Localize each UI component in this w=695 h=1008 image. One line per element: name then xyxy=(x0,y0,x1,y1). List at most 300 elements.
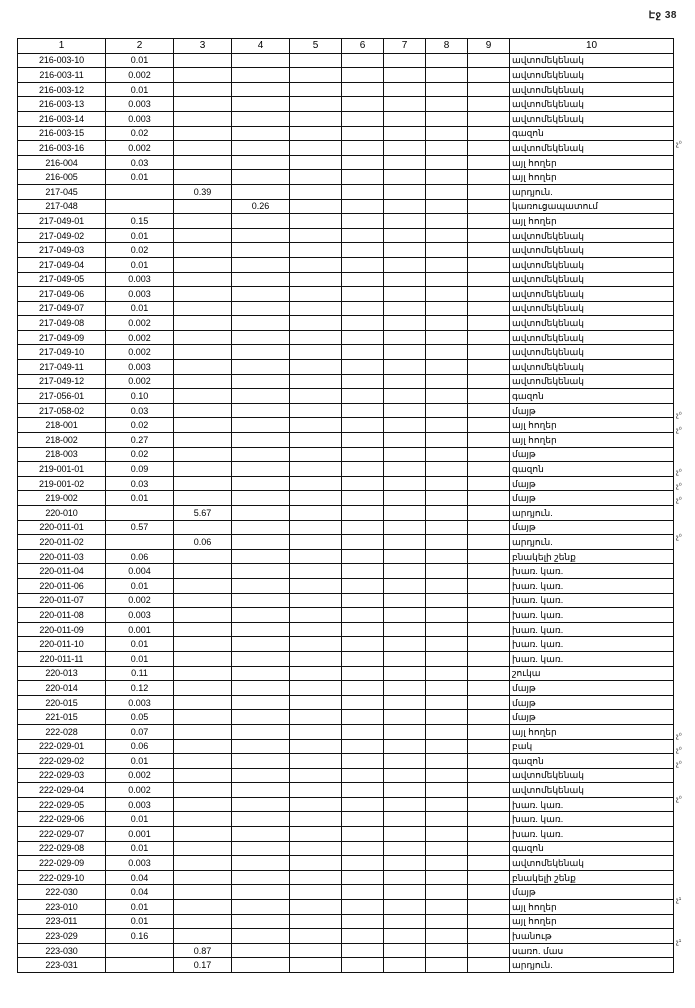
table-row xyxy=(18,287,674,302)
cell-col5 xyxy=(290,622,342,637)
cell-col7 xyxy=(384,870,426,885)
cell-col4 xyxy=(232,535,290,550)
cell-col3: 0.06 xyxy=(174,535,232,550)
cell-col3 xyxy=(174,418,232,433)
cell-col5 xyxy=(290,783,342,798)
cell-col3 xyxy=(174,374,232,389)
cell-note: խառ. կառ. xyxy=(510,651,674,666)
cell-col6 xyxy=(342,739,384,754)
cell-col8 xyxy=(426,739,468,754)
cell-col8 xyxy=(426,608,468,623)
cell-col5 xyxy=(290,900,342,915)
cell-col7 xyxy=(384,608,426,623)
cell-col9 xyxy=(468,476,510,491)
cell-code: 221-015 xyxy=(18,710,106,725)
cell-col8 xyxy=(426,637,468,652)
cell-code: 217-049-07 xyxy=(18,301,106,316)
cell-col5 xyxy=(290,724,342,739)
table-row xyxy=(18,418,674,433)
cell-col5 xyxy=(290,389,342,404)
cell-col8 xyxy=(426,53,468,68)
cell-col5 xyxy=(290,170,342,185)
table-row xyxy=(18,170,674,185)
cell-col9 xyxy=(468,666,510,681)
table-row xyxy=(18,53,674,68)
table-header-row xyxy=(18,39,674,54)
cell-col3: 5.67 xyxy=(174,506,232,521)
cell-col8 xyxy=(426,564,468,579)
cell-col3: 0.17 xyxy=(174,958,232,973)
cell-col4 xyxy=(232,739,290,754)
cell-col9 xyxy=(468,622,510,637)
cell-col4 xyxy=(232,374,290,389)
cell-col9 xyxy=(468,243,510,258)
cell-col6 xyxy=(342,564,384,579)
cell-col6 xyxy=(342,243,384,258)
cell-col7 xyxy=(384,170,426,185)
cell-col3 xyxy=(174,345,232,360)
cell-col2: 0.003 xyxy=(106,797,174,812)
cell-col9 xyxy=(468,929,510,944)
cell-col9 xyxy=(468,943,510,958)
cell-col6 xyxy=(342,170,384,185)
cell-col6 xyxy=(342,622,384,637)
cell-col4 xyxy=(232,827,290,842)
cell-note: արդյուն. xyxy=(510,535,674,550)
cell-code: 217-058-02 xyxy=(18,403,106,418)
cell-col4 xyxy=(232,82,290,97)
cell-col8 xyxy=(426,433,468,448)
cell-note: գազոն xyxy=(510,389,674,404)
cell-note: խառ. կառ. xyxy=(510,578,674,593)
cell-col5 xyxy=(290,506,342,521)
cell-code: 222-029-01 xyxy=(18,739,106,754)
cell-code: 217-049-04 xyxy=(18,257,106,272)
cell-code: 222-030 xyxy=(18,885,106,900)
cell-col7 xyxy=(384,68,426,83)
cell-col2: 0.09 xyxy=(106,462,174,477)
table-row xyxy=(18,301,674,316)
cell-col3 xyxy=(174,126,232,141)
cell-note: ավտոմեկենակ xyxy=(510,228,674,243)
cell-col5 xyxy=(290,184,342,199)
cell-col3 xyxy=(174,695,232,710)
cell-col6 xyxy=(342,520,384,535)
cell-col3 xyxy=(174,433,232,448)
cell-note: ավտոմեկենակ xyxy=(510,856,674,871)
cell-code: 217-048 xyxy=(18,199,106,214)
cell-col9 xyxy=(468,184,510,199)
cell-col5 xyxy=(290,476,342,491)
cell-col8 xyxy=(426,111,468,126)
table-row xyxy=(18,724,674,739)
cell-code: 220-011-02 xyxy=(18,535,106,550)
cell-col7 xyxy=(384,418,426,433)
cell-col7 xyxy=(384,491,426,506)
cell-col4 xyxy=(232,666,290,681)
cell-col9 xyxy=(468,287,510,302)
cell-col6 xyxy=(342,812,384,827)
cell-col8 xyxy=(426,578,468,593)
cell-col2: 0.01 xyxy=(106,257,174,272)
cell-col2: 0.07 xyxy=(106,724,174,739)
cell-col4 xyxy=(232,228,290,243)
cell-col9 xyxy=(468,637,510,652)
cell-col2: 0.01 xyxy=(106,914,174,929)
table-row xyxy=(18,622,674,637)
cell-code: 222-029-05 xyxy=(18,797,106,812)
cell-col3 xyxy=(174,111,232,126)
cell-note: ավտոմեկենակ xyxy=(510,97,674,112)
cell-col2: 0.01 xyxy=(106,900,174,915)
cell-col8 xyxy=(426,622,468,637)
cell-col2: 0.57 xyxy=(106,520,174,535)
cell-note: խառ. կառ. xyxy=(510,593,674,608)
cell-code: 216-003-13 xyxy=(18,97,106,112)
table-row xyxy=(18,929,674,944)
cell-col7 xyxy=(384,257,426,272)
cell-col4 xyxy=(232,900,290,915)
cell-col3 xyxy=(174,754,232,769)
cell-col8 xyxy=(426,491,468,506)
cell-col2: 0.001 xyxy=(106,622,174,637)
cell-col3: 0.87 xyxy=(174,943,232,958)
cell-code: 223-031 xyxy=(18,958,106,973)
cell-col2: 0.002 xyxy=(106,316,174,331)
cell-col9 xyxy=(468,549,510,564)
cell-code: 220-011-04 xyxy=(18,564,106,579)
cell-col2: 0.02 xyxy=(106,126,174,141)
margin-annotation: չ⁰ xyxy=(676,733,682,740)
cell-col9 xyxy=(468,710,510,725)
cell-code: 220-014 xyxy=(18,681,106,696)
cell-col3 xyxy=(174,389,232,404)
cell-code: 219-001-02 xyxy=(18,476,106,491)
cell-col3 xyxy=(174,199,232,214)
cell-col3 xyxy=(174,783,232,798)
cell-col8 xyxy=(426,812,468,827)
cell-col6 xyxy=(342,593,384,608)
cell-code: 216-003-15 xyxy=(18,126,106,141)
table-row xyxy=(18,681,674,696)
cell-code: 220-011-09 xyxy=(18,622,106,637)
cell-code: 217-056-01 xyxy=(18,389,106,404)
cell-col4 xyxy=(232,578,290,593)
cell-note: մայթ xyxy=(510,681,674,696)
cell-code: 218-001 xyxy=(18,418,106,433)
cell-col6 xyxy=(342,710,384,725)
cell-col5 xyxy=(290,433,342,448)
cell-col4 xyxy=(232,301,290,316)
cell-col3 xyxy=(174,316,232,331)
cell-col9 xyxy=(468,316,510,331)
table-row xyxy=(18,900,674,915)
cell-col8 xyxy=(426,418,468,433)
cell-col8 xyxy=(426,754,468,769)
table-row xyxy=(18,593,674,608)
table-row xyxy=(18,345,674,360)
cell-code: 217-049-05 xyxy=(18,272,106,287)
cell-col4 xyxy=(232,257,290,272)
cell-col4 xyxy=(232,345,290,360)
cell-col9 xyxy=(468,403,510,418)
cell-code: 222-029-06 xyxy=(18,812,106,827)
table-row xyxy=(18,374,674,389)
cell-col7 xyxy=(384,462,426,477)
cell-col2: 0.01 xyxy=(106,491,174,506)
cell-col3 xyxy=(174,447,232,462)
cell-note: բնակելի շենք xyxy=(510,870,674,885)
cell-col5 xyxy=(290,374,342,389)
column-header-10: 10 xyxy=(510,39,674,54)
cell-col9 xyxy=(468,214,510,229)
cell-col5 xyxy=(290,681,342,696)
cell-col8 xyxy=(426,330,468,345)
cell-col3 xyxy=(174,724,232,739)
cell-col9 xyxy=(468,360,510,375)
cell-col8 xyxy=(426,651,468,666)
cell-col9 xyxy=(468,141,510,156)
cell-col7 xyxy=(384,535,426,550)
table-row xyxy=(18,841,674,856)
cell-col7 xyxy=(384,900,426,915)
table-row xyxy=(18,943,674,958)
cell-col2: 0.01 xyxy=(106,651,174,666)
cell-col6 xyxy=(342,199,384,214)
cell-col4 xyxy=(232,316,290,331)
cell-col5 xyxy=(290,797,342,812)
cell-note: բակ xyxy=(510,739,674,754)
cell-col5 xyxy=(290,608,342,623)
cell-code: 217-045 xyxy=(18,184,106,199)
cell-col8 xyxy=(426,374,468,389)
table-row xyxy=(18,476,674,491)
cell-note: ավտոմեկենակ xyxy=(510,374,674,389)
table-row xyxy=(18,520,674,535)
cell-col8 xyxy=(426,841,468,856)
cell-col7 xyxy=(384,126,426,141)
cell-col2: 0.05 xyxy=(106,710,174,725)
cell-col4 xyxy=(232,418,290,433)
cell-code: 217-049-01 xyxy=(18,214,106,229)
cell-col5 xyxy=(290,520,342,535)
cell-col8 xyxy=(426,345,468,360)
table-row xyxy=(18,535,674,550)
cell-col4 xyxy=(232,462,290,477)
column-header-5: 5 xyxy=(290,39,342,54)
cell-col9 xyxy=(468,900,510,915)
cell-col7 xyxy=(384,578,426,593)
cell-col7 xyxy=(384,374,426,389)
cell-col4 xyxy=(232,870,290,885)
cell-col6 xyxy=(342,651,384,666)
cell-code: 223-030 xyxy=(18,943,106,958)
cell-col6 xyxy=(342,345,384,360)
cell-code: 220-011-11 xyxy=(18,651,106,666)
cell-col3 xyxy=(174,637,232,652)
cell-col7 xyxy=(384,637,426,652)
cell-code: 222-028 xyxy=(18,724,106,739)
cell-col8 xyxy=(426,170,468,185)
cell-code: 220-011-08 xyxy=(18,608,106,623)
cell-code: 220-011-03 xyxy=(18,549,106,564)
cell-col7 xyxy=(384,783,426,798)
cell-col6 xyxy=(342,374,384,389)
table-row xyxy=(18,433,674,448)
cell-col5 xyxy=(290,462,342,477)
cell-col5 xyxy=(290,593,342,608)
cell-col7 xyxy=(384,214,426,229)
cell-col8 xyxy=(426,710,468,725)
table-row xyxy=(18,214,674,229)
cell-col4 xyxy=(232,403,290,418)
cell-note: շուկա xyxy=(510,666,674,681)
cell-note: մայթ xyxy=(510,403,674,418)
cell-col7 xyxy=(384,141,426,156)
cell-col3 xyxy=(174,900,232,915)
cell-col8 xyxy=(426,462,468,477)
cell-code: 222-029-02 xyxy=(18,754,106,769)
cell-col7 xyxy=(384,82,426,97)
cell-col4 xyxy=(232,651,290,666)
table-row xyxy=(18,330,674,345)
cell-col5 xyxy=(290,287,342,302)
cell-note: այլ հողեր xyxy=(510,418,674,433)
cell-col6 xyxy=(342,768,384,783)
cell-code: 216-003-16 xyxy=(18,141,106,156)
table-row xyxy=(18,549,674,564)
cell-col6 xyxy=(342,681,384,696)
cell-col7 xyxy=(384,943,426,958)
cell-col6 xyxy=(342,797,384,812)
margin-annotation: չ⁰ xyxy=(676,427,682,434)
cell-col5 xyxy=(290,126,342,141)
cell-note: արդյուն. xyxy=(510,506,674,521)
margin-annotation: չ⁰ xyxy=(676,141,682,148)
table-row xyxy=(18,316,674,331)
cell-col5 xyxy=(290,155,342,170)
cell-col2: 0.03 xyxy=(106,403,174,418)
cell-code: 218-002 xyxy=(18,433,106,448)
cell-col7 xyxy=(384,856,426,871)
cell-code: 222-029-10 xyxy=(18,870,106,885)
margin-annotation: չ⁰ xyxy=(676,497,682,504)
cell-col3 xyxy=(174,272,232,287)
cell-col4 xyxy=(232,141,290,156)
cell-col8 xyxy=(426,155,468,170)
margin-annotation: չ⁰ xyxy=(676,412,682,419)
cell-note: խանութ xyxy=(510,929,674,944)
table-row xyxy=(18,710,674,725)
cell-col9 xyxy=(468,739,510,754)
cell-col6 xyxy=(342,943,384,958)
cell-col4 xyxy=(232,841,290,856)
cell-col8 xyxy=(426,681,468,696)
cell-code: 217-049-02 xyxy=(18,228,106,243)
cell-col5 xyxy=(290,214,342,229)
cell-note: այլ հողեր xyxy=(510,170,674,185)
cell-code: 223-029 xyxy=(18,929,106,944)
table-row xyxy=(18,856,674,871)
cell-col2: 0.002 xyxy=(106,768,174,783)
cell-col8 xyxy=(426,827,468,842)
cell-col3 xyxy=(174,870,232,885)
cell-col8 xyxy=(426,243,468,258)
table-row xyxy=(18,82,674,97)
cell-code: 217-049-09 xyxy=(18,330,106,345)
cell-code: 222-029-07 xyxy=(18,827,106,842)
cell-col8 xyxy=(426,783,468,798)
table-row xyxy=(18,155,674,170)
cell-col6 xyxy=(342,637,384,652)
cell-col3 xyxy=(174,155,232,170)
cell-col4 xyxy=(232,447,290,462)
cell-col8 xyxy=(426,535,468,550)
cell-col2 xyxy=(106,535,174,550)
cell-col8 xyxy=(426,695,468,710)
cell-col3 xyxy=(174,301,232,316)
cell-col6 xyxy=(342,53,384,68)
cell-col4 xyxy=(232,622,290,637)
cell-col6 xyxy=(342,184,384,199)
cell-col6 xyxy=(342,418,384,433)
table-row xyxy=(18,812,674,827)
cell-col4 xyxy=(232,783,290,798)
cell-note: գազոն xyxy=(510,462,674,477)
cell-col9 xyxy=(468,126,510,141)
cell-col9 xyxy=(468,491,510,506)
cell-col2: 0.003 xyxy=(106,272,174,287)
cell-col2 xyxy=(106,184,174,199)
cell-note: արդյուն. xyxy=(510,958,674,973)
cell-note: ավտոմեկենակ xyxy=(510,68,674,83)
cell-col9 xyxy=(468,783,510,798)
cell-col3 xyxy=(174,593,232,608)
cell-note: գազոն xyxy=(510,754,674,769)
cell-col6 xyxy=(342,447,384,462)
table-row xyxy=(18,958,674,973)
cell-col3 xyxy=(174,403,232,418)
cell-col9 xyxy=(468,418,510,433)
cell-col9 xyxy=(468,330,510,345)
cell-col6 xyxy=(342,929,384,944)
cell-code: 217-049-08 xyxy=(18,316,106,331)
table-row xyxy=(18,666,674,681)
cell-col2: 0.02 xyxy=(106,447,174,462)
cell-col7 xyxy=(384,651,426,666)
cell-col3 xyxy=(174,827,232,842)
cell-col9 xyxy=(468,914,510,929)
cell-col9 xyxy=(468,257,510,272)
cell-col3: 0.39 xyxy=(174,184,232,199)
cell-col4 xyxy=(232,608,290,623)
cell-col8 xyxy=(426,593,468,608)
cell-col4 xyxy=(232,389,290,404)
table-row xyxy=(18,462,674,477)
cell-col2: 0.002 xyxy=(106,345,174,360)
cell-col7 xyxy=(384,564,426,579)
cell-col7 xyxy=(384,768,426,783)
margin-annotation: չ⁰ xyxy=(676,534,682,541)
cell-col8 xyxy=(426,257,468,272)
cell-note: ավտոմեկենակ xyxy=(510,768,674,783)
table-row xyxy=(18,608,674,623)
land-parcel-table xyxy=(17,38,674,973)
table-row xyxy=(18,389,674,404)
cell-col6 xyxy=(342,783,384,798)
cell-col8 xyxy=(426,870,468,885)
cell-col8 xyxy=(426,856,468,871)
